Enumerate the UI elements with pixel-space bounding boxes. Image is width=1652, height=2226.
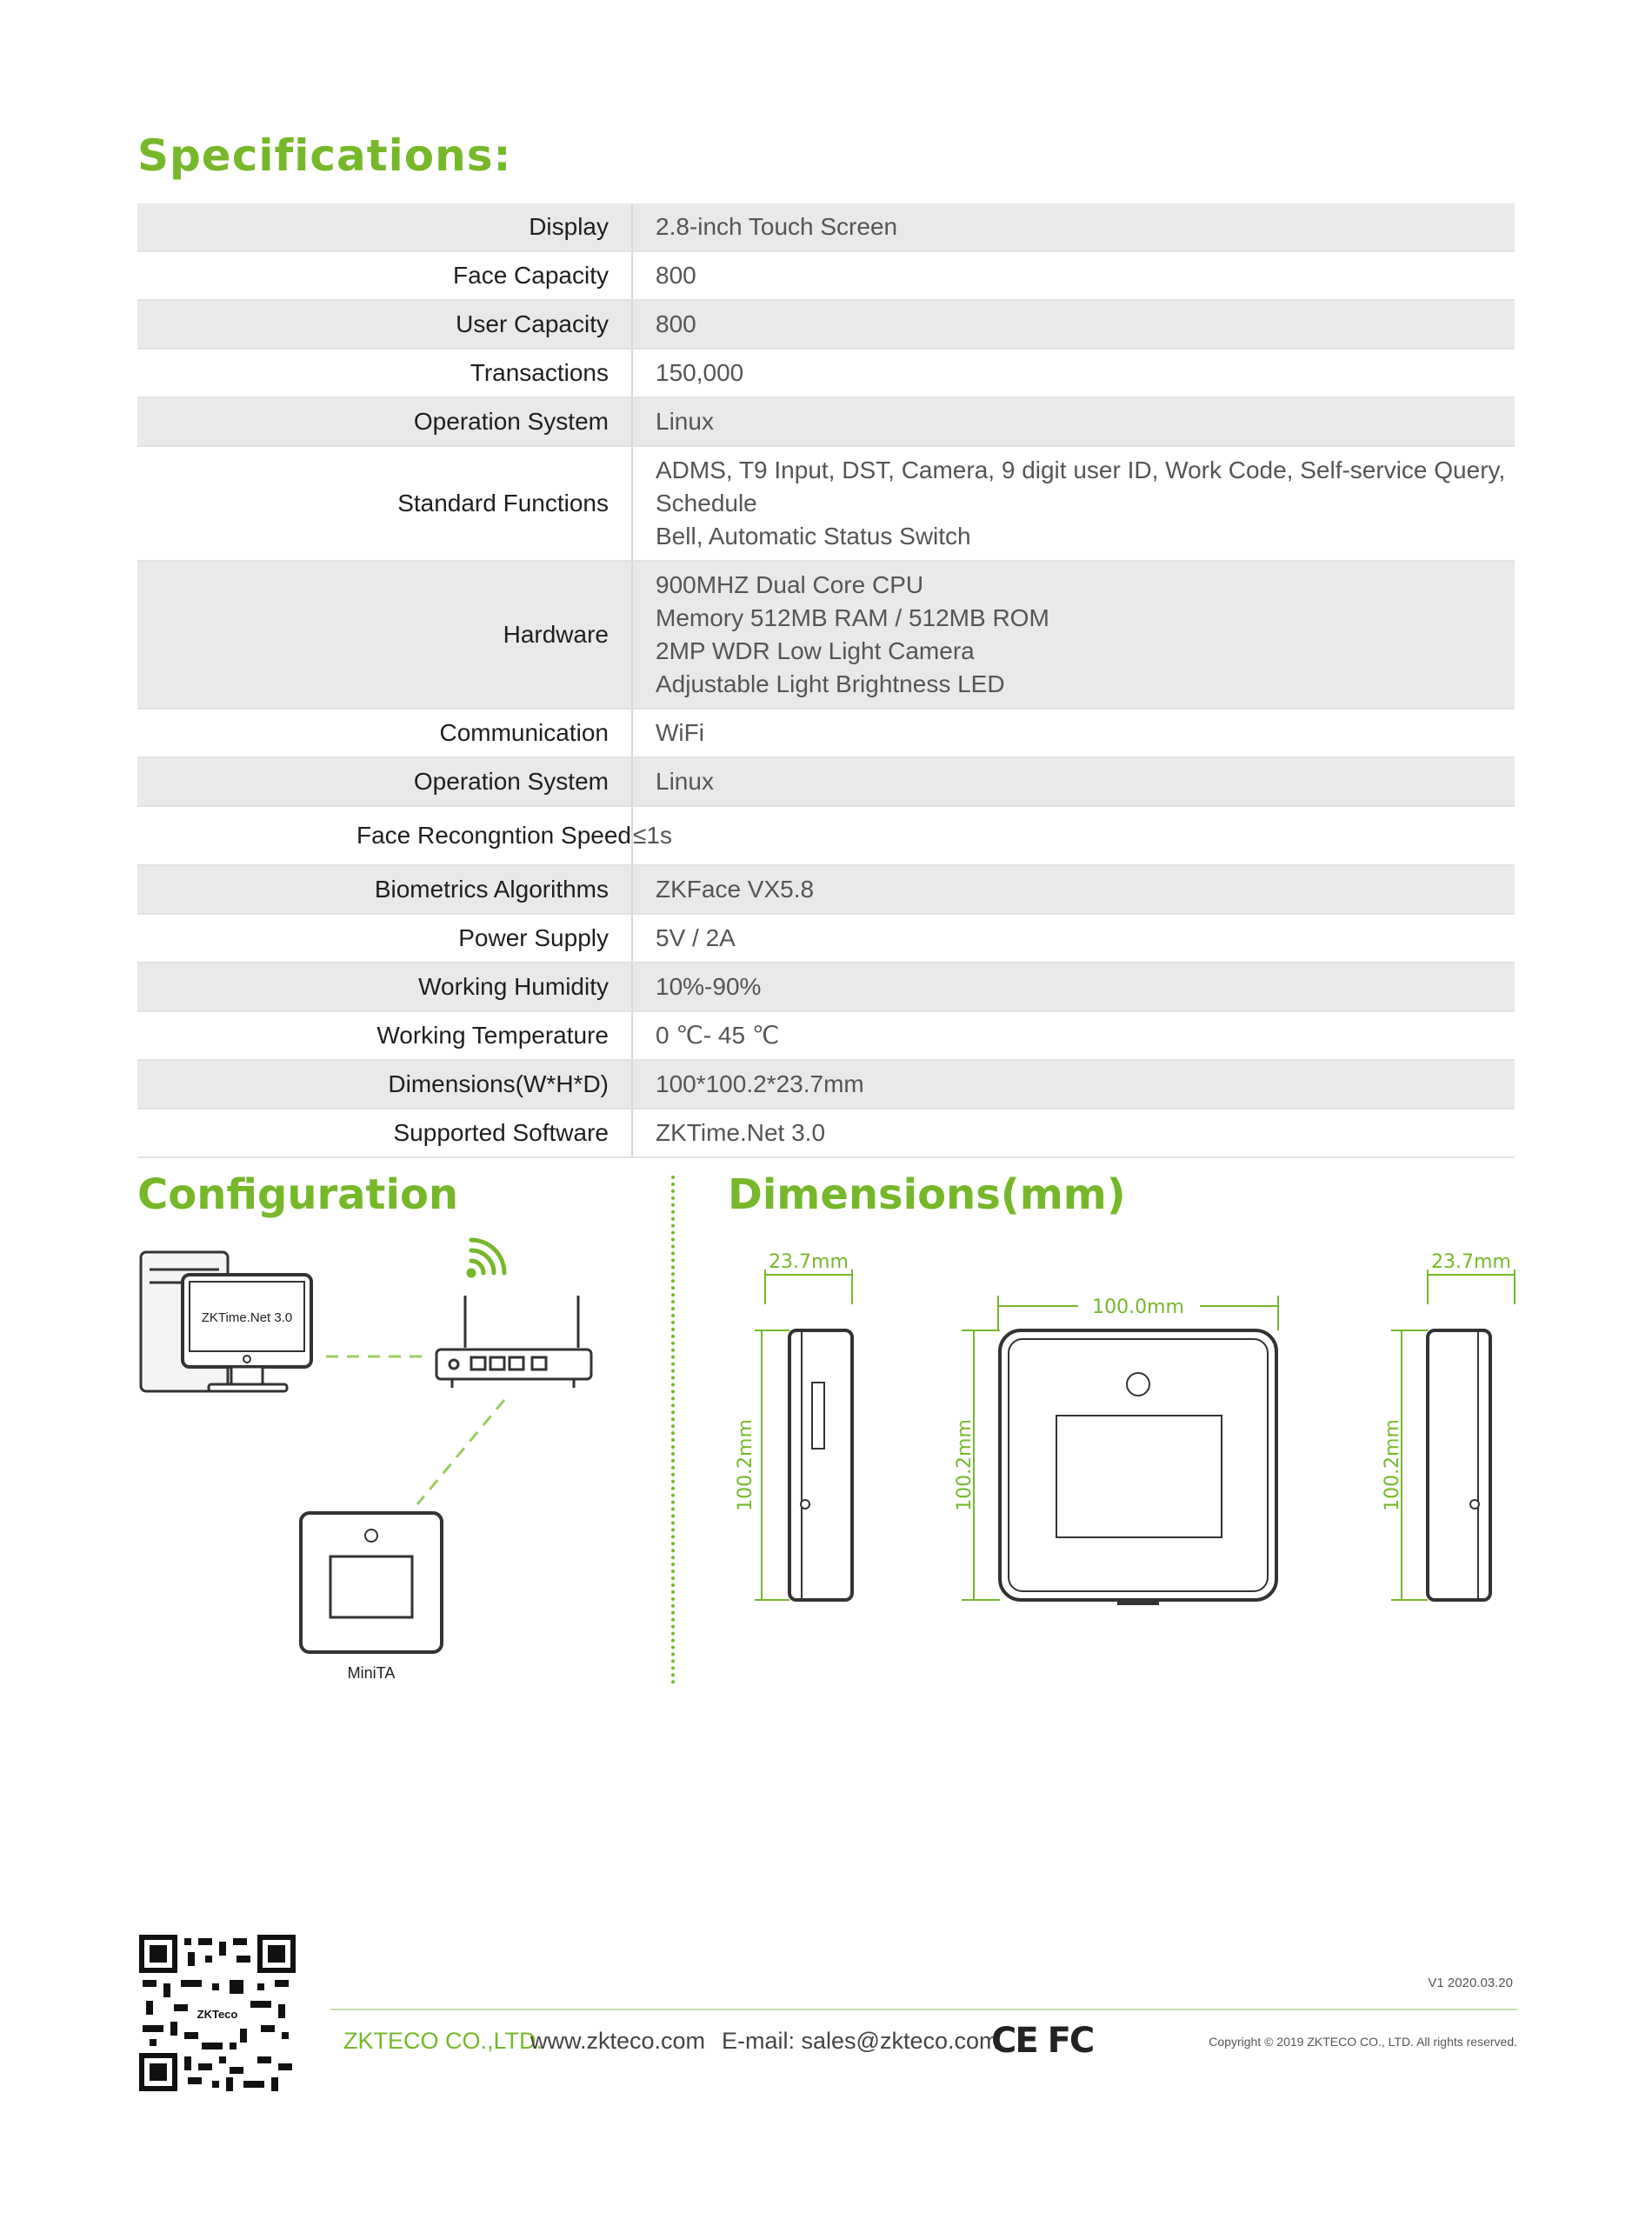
- spec-value: [632, 561, 1515, 709]
- spec-value: [632, 203, 1515, 251]
- spec-row: [137, 1011, 1515, 1060]
- spec-row: [137, 865, 1515, 914]
- spec-row: [137, 806, 1515, 865]
- spec-row: [137, 300, 1515, 349]
- height-right-label: 100.2mm: [1382, 1419, 1403, 1511]
- software-label: ZKTime.Net 3.0: [201, 1310, 293, 1325]
- spec-row: [137, 914, 1515, 963]
- height-front-label: 100.2mm: [954, 1419, 976, 1511]
- spec-row: [137, 446, 1515, 561]
- spec-value-line: 900MHZ Dual Core CPU: [656, 571, 924, 598]
- spec-label: Standard Functions: [137, 446, 632, 561]
- spec-row: [137, 709, 1515, 757]
- specifications-heading: Specifications:: [137, 130, 512, 181]
- minita-device-icon: [301, 1513, 442, 1652]
- spec-row: [137, 251, 1515, 300]
- spec-label: Supported Software: [137, 1109, 632, 1157]
- spec-value-line: Linux: [656, 408, 714, 435]
- section-divider: [671, 1176, 675, 1684]
- spec-value-line: 2.8-inch Touch Screen: [656, 213, 898, 240]
- spec-label: Biometrics Algorithms: [137, 865, 632, 914]
- spec-value-line: 2MP WDR Low Light Camera: [656, 637, 975, 664]
- spec-value: [632, 251, 1515, 300]
- spec-value: [632, 757, 1515, 806]
- configuration-diagram: [130, 1235, 652, 1704]
- spec-value: [632, 914, 1515, 963]
- spec-label: Face Recongntion Speed: [137, 806, 632, 865]
- qr-logo: ZKTeco: [197, 2008, 238, 2021]
- spec-value: [632, 865, 1515, 914]
- spec-value-line: Linux: [656, 768, 714, 795]
- footer-divider: [330, 2009, 1517, 2010]
- version-label: V1 2020.03.20: [1428, 1976, 1513, 1990]
- spec-value: [632, 709, 1515, 757]
- spec-label: Power Supply: [137, 914, 632, 963]
- spec-label: User Capacity: [137, 300, 632, 349]
- specifications-table: [137, 203, 1515, 1158]
- wifi-signal-icon: [469, 1240, 504, 1276]
- spec-value: [632, 963, 1515, 1011]
- spec-value-line: ZKFace VX5.8: [656, 876, 815, 903]
- spec-value-line: 800: [656, 262, 696, 289]
- spec-row: [137, 561, 1515, 709]
- router-icon: [436, 1296, 591, 1388]
- spec-label: Working Humidity: [137, 963, 632, 1011]
- spec-value-line: 10%-90%: [656, 973, 762, 1000]
- depth-left-label: 23.7mm: [769, 1251, 849, 1273]
- spec-value-line: ZKTime.Net 3.0: [656, 1119, 826, 1146]
- spec-label: Operation System: [137, 757, 632, 806]
- spec-label: Operation System: [137, 397, 632, 446]
- footer-bar: [343, 2021, 1517, 2064]
- spec-value: [632, 806, 1515, 865]
- spec-row: [137, 757, 1515, 806]
- spec-label: Hardware: [137, 561, 632, 709]
- height-left-label: 100.2mm: [735, 1419, 756, 1511]
- side-view-right: [1382, 1251, 1515, 1600]
- spec-value-line: Bell, Automatic Status Switch: [656, 523, 971, 550]
- spec-row: [137, 203, 1515, 251]
- dimensions-heading: Dimensions(mm): [728, 1170, 1126, 1219]
- spec-label: Communication: [137, 709, 632, 757]
- spec-value-line: WiFi: [656, 719, 704, 746]
- side-view-left: [735, 1251, 852, 1600]
- configuration-heading: Configuration: [137, 1170, 459, 1219]
- spec-row: [137, 397, 1515, 446]
- spec-label: Transactions: [137, 349, 632, 397]
- device-label: MiniTA: [347, 1664, 396, 1682]
- spec-value-line: Memory 512MB RAM / 512MB ROM: [656, 604, 1049, 631]
- spec-value-line: 100*100.2*23.7mm: [656, 1070, 864, 1097]
- spec-value: [632, 1109, 1515, 1157]
- email-link[interactable]: E-mail: sales@zkteco.com: [722, 2028, 999, 2054]
- spec-row: [137, 963, 1515, 1011]
- spec-value-line: 150,000: [656, 359, 744, 386]
- certification-marks: CE FC: [991, 2021, 1094, 2061]
- dimensions-diagram: [722, 1243, 1522, 1661]
- spec-value: [632, 349, 1515, 397]
- width-label: 100.0mm: [1092, 1296, 1184, 1318]
- spec-value-line: ADMS, T9 Input, DST, Camera, 9 digit user ID, Work Code, Self-service Query, Schedule: [656, 457, 1506, 517]
- website-link[interactable]: www.zkteco.com: [530, 2028, 706, 2054]
- spec-row: [137, 1060, 1515, 1109]
- spec-row: [137, 349, 1515, 397]
- spec-value-line: 0 ℃- 45 ℃: [656, 1022, 780, 1049]
- spec-value-line: ≤1s: [633, 822, 672, 849]
- spec-label: Dimensions(W*H*D): [137, 1060, 632, 1109]
- spec-value: [632, 1060, 1515, 1109]
- spec-value-line: Adjustable Light Brightness LED: [656, 670, 1005, 697]
- spec-value: [632, 446, 1515, 561]
- spec-label: Face Capacity: [137, 251, 632, 300]
- spec-value-line: 800: [656, 310, 696, 337]
- spec-label: Display: [137, 203, 632, 251]
- front-view: [954, 1294, 1278, 1605]
- spec-value: [632, 1011, 1515, 1060]
- spec-row: [137, 1109, 1515, 1157]
- company-name: ZKTECO CO.,LTD.: [343, 2028, 543, 2054]
- spec-value: [632, 397, 1515, 446]
- depth-right-label: 23.7mm: [1431, 1251, 1511, 1273]
- copyright-notice: Copyright © 2019 ZKTECO CO., LTD. All rights reserved.: [1209, 2035, 1517, 2049]
- spec-value-line: 5V / 2A: [656, 924, 736, 951]
- qr-code: [139, 1935, 296, 2091]
- spec-value: [632, 300, 1515, 349]
- wireless-connection-line: [417, 1400, 504, 1504]
- spec-label: Working Temperature: [137, 1011, 632, 1060]
